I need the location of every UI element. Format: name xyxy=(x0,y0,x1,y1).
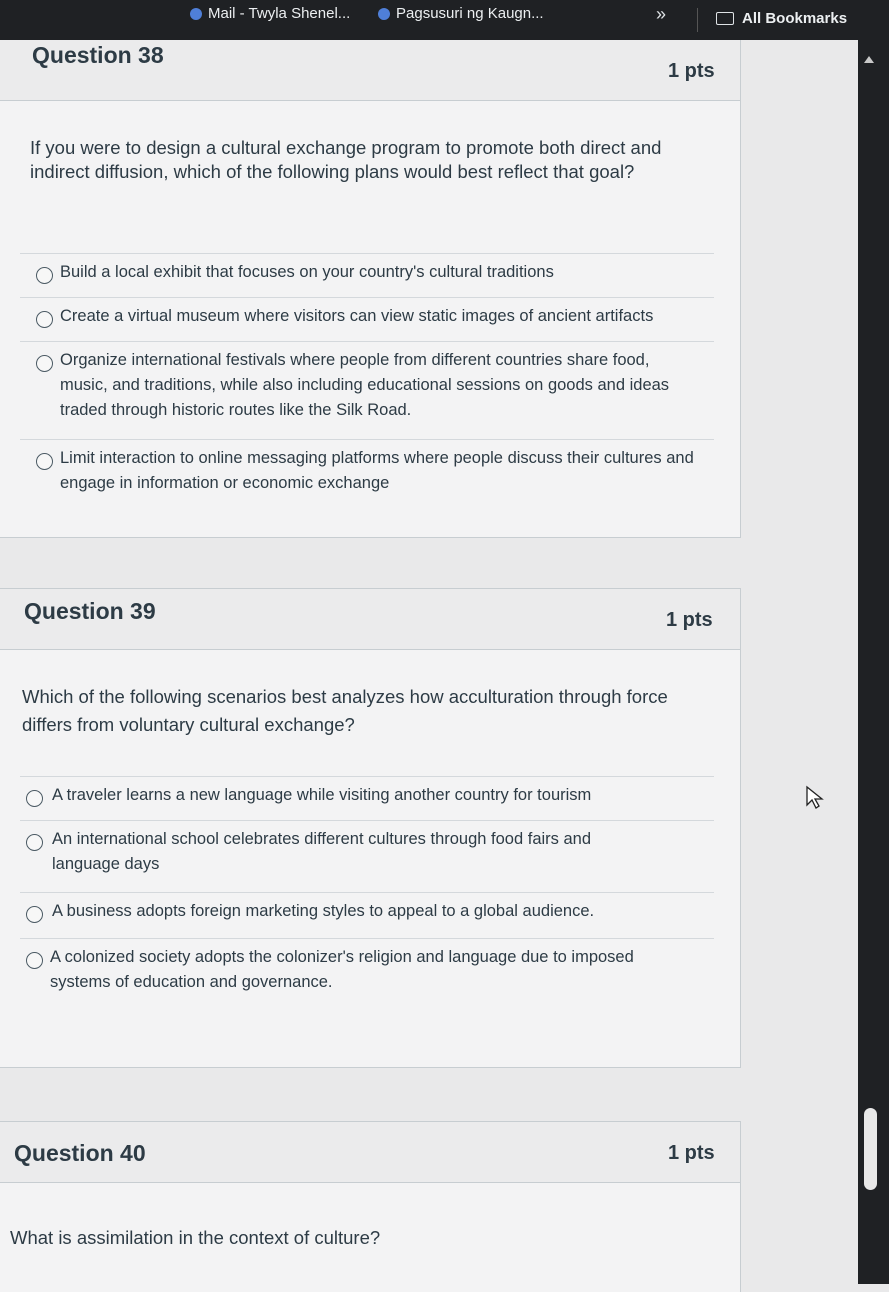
answer-label: Create a virtual museum where visitors can view static images of ancient artifacts xyxy=(60,307,654,325)
answer-label: Limit interaction to online messaging platforms where people discuss their cultures and engage in information or economic exchange xyxy=(60,449,694,492)
question-38 xyxy=(0,40,741,538)
scroll-up-arrow-icon[interactable] xyxy=(864,56,874,63)
answer-radio[interactable] xyxy=(26,952,43,969)
answer-radio[interactable] xyxy=(36,267,53,284)
bookmark-pagsusuri[interactable] xyxy=(378,5,544,22)
question-40 xyxy=(0,1121,741,1292)
question-header xyxy=(0,589,740,650)
answer-option[interactable] xyxy=(20,820,714,893)
question-text: Which of the following scenarios best analyzes how acculturation through force differs from voluntary cultural exchange? xyxy=(22,686,668,735)
bookmark-mail-label: Mail - Twyla Shenel... xyxy=(208,5,351,22)
answer-radio[interactable] xyxy=(36,453,53,470)
answer-radio[interactable] xyxy=(26,906,43,923)
bookmark-pagsusuri-label: Pagsusuri ng Kaugn... xyxy=(396,5,544,22)
answer-option[interactable] xyxy=(20,253,714,298)
bookmarks-separator xyxy=(697,8,698,32)
question-title: Question 39 xyxy=(24,598,156,624)
bookmark-favicon-icon xyxy=(378,8,390,20)
bookmark-mail[interactable] xyxy=(190,5,350,22)
all-bookmarks-button[interactable] xyxy=(716,10,847,27)
answer-option[interactable] xyxy=(20,938,714,1031)
question-points: 1 pts xyxy=(666,609,713,631)
answer-option[interactable] xyxy=(20,297,714,342)
scrollbar-track[interactable] xyxy=(858,40,889,1284)
question-39 xyxy=(0,588,741,1068)
answer-label: A business adopts foreign marketing styles to appeal to a global audience. xyxy=(52,902,595,920)
answer-label: A traveler learns a new language while visiting another country for tourism xyxy=(52,786,592,804)
answer-radio[interactable] xyxy=(26,790,43,807)
question-points: 1 pts xyxy=(668,1142,715,1164)
question-text: What is assimilation in the context of culture? xyxy=(10,1227,381,1248)
all-bookmarks-label: All Bookmarks xyxy=(742,10,848,27)
answer-option[interactable] xyxy=(20,341,714,440)
question-header xyxy=(0,1122,740,1183)
answer-label: A colonized society adopts the colonizer's religion and language due to imposed systems of education and governance. xyxy=(50,948,634,991)
bookmarks-bar xyxy=(0,0,889,40)
answer-label: An international school celebrates different cultures through food fairs and language days xyxy=(52,830,592,873)
question-text: If you were to design a cultural exchange program to promote both direct and indirect diffusion, which of the following plans would best reflect that goal? xyxy=(30,137,662,182)
answer-radio[interactable] xyxy=(26,834,43,851)
scrollbar-thumb[interactable] xyxy=(864,1108,877,1190)
answer-radio[interactable] xyxy=(36,311,53,328)
answer-label: Organize international festivals where people from different countries share food, music, and traditions, while also including educational sessions on goods and ideas traded through historic routes like the Silk Road. xyxy=(60,351,670,419)
question-points: 1 pts xyxy=(668,60,715,82)
answer-option[interactable] xyxy=(20,439,714,500)
bookmarks-overflow-button[interactable]: » xyxy=(656,4,667,24)
answer-radio[interactable] xyxy=(36,355,53,372)
answer-option[interactable] xyxy=(20,892,714,939)
folder-icon xyxy=(716,12,734,25)
mail-icon xyxy=(190,8,202,20)
mouse-cursor-icon xyxy=(805,785,825,811)
question-title: Question 38 xyxy=(32,42,164,68)
answer-option[interactable] xyxy=(20,776,714,821)
question-title: Question 40 xyxy=(14,1140,146,1166)
answer-label: Build a local exhibit that focuses on your country's cultural traditions xyxy=(60,263,554,281)
question-header xyxy=(0,40,740,101)
